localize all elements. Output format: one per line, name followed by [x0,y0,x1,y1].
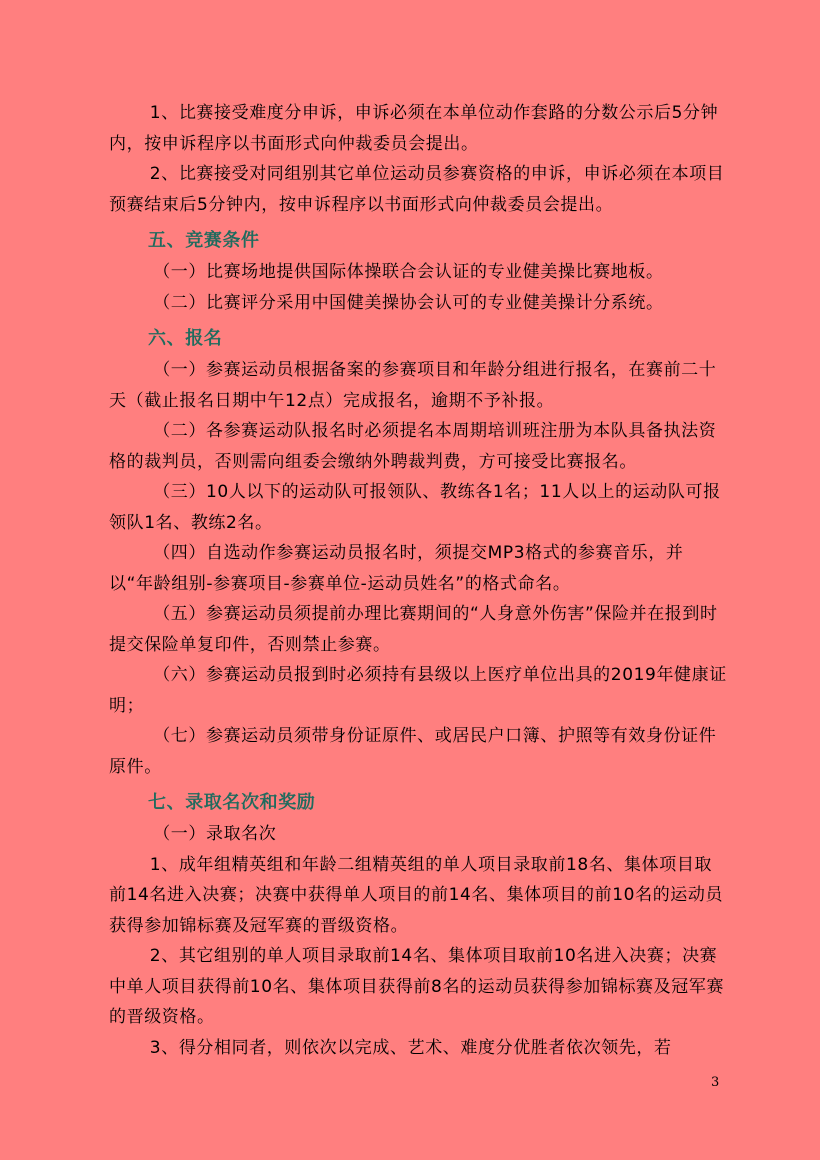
paragraph-6-1: （一）参赛运动员根据备案的参赛项目和年龄分组进行报名，在赛前二十天（截止报名日期中午12点）完成报名，逾期不予补报。 [109,360,717,411]
section-heading-5: 五、竞赛条件 [148,230,260,251]
paragraph-5-2: （二）比赛评分采用中国健美操协会认可的专业健美操计分系统。 [153,292,664,313]
paragraph-7-1-3: 3、得分相同者，则依次以完成、艺术、难度分优胜者依次领先，若 [149,1037,672,1058]
body-text [109,98,729,1063]
paragraph-6-7: （七）参赛运动员须带身份证原件、或居民户口簿、护照等有效身份证件原件。 [109,726,717,777]
paragraph-7-1-1: 1、成年组精英组和年龄二组精英组的单人项目录取前18名、集体项目取前14名进入决赛；决赛中获得单人项目的前14名、集体项目的前10名的运动员获得参加锦标赛及冠军赛的晋级资格。 [109,854,724,936]
paragraph-6-5: （五）参赛运动员须提前办理比赛期间的“人身意外伤害”保险并在报到时提交保险单复印件，否则禁止参赛。 [109,604,718,655]
page-number: 3 [711,1075,720,1090]
paragraph-appeal-1: 1、比赛接受难度分申诉，申诉必须在本单位动作套路的分数公示后5分钟内，按申诉程序以书面形式向仲裁委员会提出。 [109,103,719,154]
paragraph-7-1: （一）录取名次 [153,824,277,844]
paragraph-appeal-2: 2、比赛接受对同组别其它单位运动员参赛资格的申诉，申诉必须在本项目预赛结束后5分钟内，按申诉程序以书面形式向仲裁委员会提出。 [109,164,725,215]
paragraph-6-6: （六）参赛运动员报到时必须持有县级以上医疗单位出具的2019年健康证明； [109,665,727,716]
section-heading-7: 七、录取名次和奖励 [148,792,316,813]
section-heading-6: 六、报名 [148,328,223,349]
paragraph-6-3: （三）10人以下的运动队可报领队、教练各1名；11人以上的运动队可报领队1名、教练2名。 [109,482,721,533]
paragraph-6-2: （二）各参赛运动队报名时必须提名本周期培训班注册为本队具备执法资格的裁判员，否则需向组委会缴纳外聘裁判费，方可接受比赛报名。 [109,421,717,472]
paragraph-6-4b: 以“年龄组别-参赛项目-参赛单位-运动员姓名”的格式命名。 [109,573,571,594]
paragraph-6-4a: （四）自选动作参赛运动员报名时，须提交MP3格式的参赛音乐，并 [153,543,684,563]
paragraph-7-1-2: 2、其它组别的单人项目录取前14名、集体项目取前10名进入决赛；决赛中单人项目获得前10名、集体项目获得前8名的运动员获得参加锦标赛及冠军赛的晋级资格。 [109,946,725,1027]
paragraph-5-1: （一）比赛场地提供国际体操联合会认证的专业健美操比赛地板。 [153,262,664,282]
